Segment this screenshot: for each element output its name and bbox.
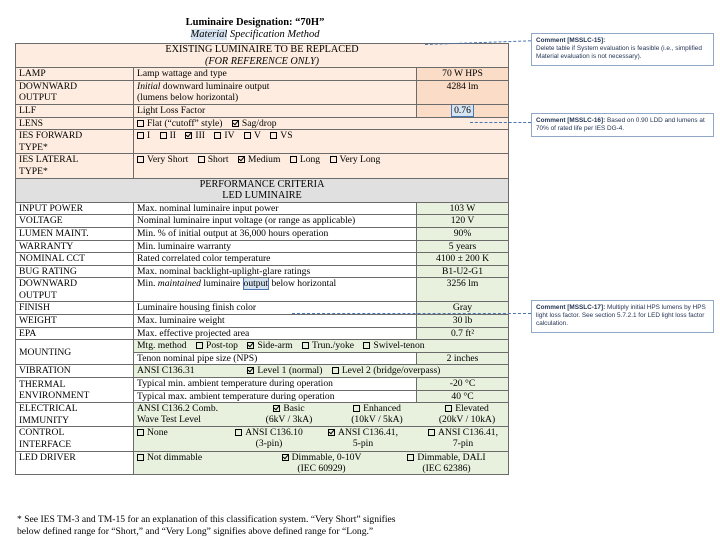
driver-not-dimmable-checkbox[interactable] [137, 454, 144, 461]
table-row: ELECTRICAL IMMUNITY ANSI C136.2 Comb. Wave Test LevelBasic (6kV / 3kA)Enhanced (10kV / 5kA)Elevated (20kV / 10kA) [16, 403, 509, 427]
table-row [16, 154, 509, 178]
lateral-long-checkbox[interactable] [290, 156, 297, 163]
cct-value[interactable]: 4100 ± 200 K [417, 253, 509, 266]
vibration-level2-checkbox[interactable] [332, 367, 339, 374]
perf-downward-value[interactable]: 3256 lm [417, 278, 509, 302]
table-row: CONTROL INTERFACE None ANSI C136.10 (3-pin)ANSI C136.41, 5-pinANSI C136.41, 7-pin [16, 427, 509, 451]
lateral-very-long-checkbox[interactable] [330, 156, 337, 163]
table-row: LED DRIVER Not dimmable Dimmable, 0-10V (IEC 60929)Dimmable, DALI (IEC 62386) [16, 451, 509, 474]
table-row: VOLTAGE Nominal luminaire input voltage (or range as applicable) 120 V [16, 215, 509, 228]
lens-flat-label: Flat (“cutoff” style) [147, 117, 223, 129]
table-row: THERMAL ENVIRONMENT Typical min. ambient temperature during operation -20 °C [16, 378, 509, 391]
doc-subtitle [130, 29, 380, 41]
table-row: INPUT POWER Max. nominal luminaire input power 103 W [16, 202, 509, 215]
forward-ii-checkbox[interactable] [160, 132, 167, 139]
table-row: Tenon nominal pipe size (NPS) 2 inches [16, 352, 509, 365]
llf-desc: Light Loss Factor [134, 104, 417, 117]
forward-iv-checkbox[interactable] [214, 132, 221, 139]
driver-010v-checkbox[interactable] [282, 454, 289, 461]
tenon-value[interactable]: 2 inches [417, 352, 509, 365]
table-row: BUG RATING Max. nominal backlight-uplight-glare ratings B1-U2-G1 [16, 265, 509, 278]
warranty-value[interactable]: 5 years [417, 240, 509, 253]
footnote: * See IES TM-3 and TM-15 for an explanation of this classification system. “Very Short” signifies below defined range for “Short,” and “Very Long” signifies above defined range for “Long.” [17, 514, 396, 537]
comment-15[interactable]: Comment [MSSLC-15]: Delete table if System evaluation is feasible (i.e., simplified Material evaluation is not necessary). [531, 33, 714, 66]
control-5pin-checkbox[interactable] [328, 429, 335, 436]
llf-value-cell[interactable] [417, 104, 509, 117]
table-row [16, 130, 509, 154]
lateral-very-short-checkbox[interactable] [137, 156, 144, 163]
mount-swivel-tenon-checkbox[interactable] [363, 342, 370, 349]
lens-label: LENS [16, 117, 134, 130]
lens-options [134, 117, 509, 130]
mount-side-arm-checkbox[interactable] [247, 342, 254, 349]
comment-16[interactable]: Comment [MSSLC-16]: Based on 0.90 LDD and lumens at 70% of rated life per IES DG-4. [531, 113, 714, 137]
table-row [16, 117, 509, 130]
ies-lateral-options: Very Short Short Medium Long Very Long [134, 154, 509, 178]
llf-label: LLF [16, 104, 134, 117]
electrical-options: ANSI C136.2 Comb. Wave Test LevelBasic (6kV / 3kA)Enhanced (10kV / 5kA)Elevated (20kV / 10kA) [134, 403, 509, 427]
surge-elevated-checkbox[interactable] [445, 405, 452, 412]
comment-16-leader [470, 122, 531, 123]
lumen-maint-value[interactable]: 90% [417, 227, 509, 240]
spec-table [15, 43, 509, 475]
finish-value[interactable]: Gray [417, 302, 509, 315]
control-7pin-checkbox[interactable] [428, 429, 435, 436]
lamp-desc: Lamp wattage and type [134, 68, 417, 81]
mounting-options: Mtg. method Post-top Side-arm Trun./yoke Swivel-tenon [134, 340, 509, 353]
table-row: DOWNWARD OUTPUT Min. maintained luminaire output below horizontal 3256 lm [16, 278, 509, 302]
lens-flat-checkbox[interactable] [137, 120, 144, 127]
subtitle-rest: Specification Method [227, 29, 320, 40]
forward-vs-checkbox[interactable] [270, 132, 277, 139]
surge-basic-checkbox[interactable] [273, 405, 280, 412]
downward-label: DOWNWARD OUTPUT [16, 80, 134, 104]
downward-value[interactable]: 4284 lm [417, 80, 509, 104]
table-row: MOUNTING Mtg. method Post-top Side-arm Trun./yoke Swivel-tenon [16, 340, 509, 353]
comment-17[interactable]: Comment [MSSLC-17]: Multiply initial HPS lumens by HPS light loss factor. See section 5.7.2.1 for LED light loss factor calculation. [531, 300, 714, 333]
lens-sag-label: Sag/drop [241, 117, 277, 129]
voltage-value[interactable]: 120 V [417, 215, 509, 228]
subtitle-material: Material [190, 29, 228, 40]
vibration-level1-checkbox[interactable] [247, 367, 254, 374]
lateral-medium-checkbox[interactable] [238, 156, 245, 163]
existing-header: EXISTING LUMINAIRE TO BE REPLACED (FOR REFERENCE ONLY) [16, 44, 509, 68]
table-row [16, 68, 509, 81]
mount-post-top-checkbox[interactable] [196, 342, 203, 349]
surge-enhanced-checkbox[interactable] [353, 405, 360, 412]
lamp-value[interactable]: 70 W HPS [417, 68, 509, 81]
driver-dali-checkbox[interactable] [407, 454, 414, 461]
table-row: WARRANTY Min. luminaire warranty 5 years [16, 240, 509, 253]
weight-value[interactable]: 30 lb [417, 315, 509, 328]
ies-lateral-label: IES LATERAL TYPE* [16, 154, 134, 178]
vibration-options: ANSI C136.31 Level 1 (normal) Level 2 (bridge/overpass) [134, 365, 509, 378]
ies-forward-label: IES FORWARD TYPE* [16, 130, 134, 154]
table-row: NOMINAL CCT Rated correlated color temperature 4100 ± 200 K [16, 253, 509, 266]
table-row: WEIGHT Max. luminaire weight 30 lb [16, 315, 509, 328]
ies-forward-options: I II III IV V VS [134, 130, 509, 154]
downward-desc: Initial downward luminaire output (lumens below horizontal) [134, 80, 417, 104]
control-options: None ANSI C136.10 (3-pin)ANSI C136.41, 5-pinANSI C136.41, 7-pin [134, 427, 509, 451]
table-row: LUMEN MAINT. Min. % of initial output at 36,000 hours operation 90% [16, 227, 509, 240]
performance-header: PERFORMANCE CRITERIA LED LUMINAIRE [16, 178, 509, 202]
forward-v-checkbox[interactable] [244, 132, 251, 139]
lateral-short-checkbox[interactable] [198, 156, 205, 163]
comment-17-leader [292, 313, 531, 314]
table-row: FINISH Luminaire housing finish color Gray [16, 302, 509, 315]
lamp-label: LAMP [16, 68, 134, 81]
table-row: Typical max. ambient temperature during operation 40 °C [16, 390, 509, 403]
thermal-min-value[interactable]: -20 °C [417, 378, 509, 391]
thermal-max-value[interactable]: 40 °C [417, 390, 509, 403]
table-row [16, 80, 509, 104]
input-power-value[interactable]: 103 W [417, 202, 509, 215]
epa-value[interactable]: 0.7 ft² [417, 327, 509, 340]
table-row [16, 104, 509, 117]
control-3pin-checkbox[interactable] [235, 429, 242, 436]
forward-i-checkbox[interactable] [137, 132, 144, 139]
lens-sag-checkbox[interactable] [232, 120, 239, 127]
bug-value[interactable]: B1-U2-G1 [417, 265, 509, 278]
table-row: VIBRATION ANSI C136.31 Level 1 (normal) Level 2 (bridge/overpass) [16, 365, 509, 378]
forward-iii-checkbox[interactable] [185, 132, 192, 139]
mount-trun-yoke-checkbox[interactable] [302, 342, 309, 349]
driver-options: Not dimmable Dimmable, 0-10V (IEC 60929)Dimmable, DALI (IEC 62386) [134, 451, 509, 474]
llf-value[interactable]: 0.76 [451, 104, 474, 117]
doc-title: Luminaire Designation: “70H” [185, 17, 325, 28]
control-none-checkbox[interactable] [137, 429, 144, 436]
table-row: EPA Max. effective projected area 0.7 ft² [16, 327, 509, 340]
